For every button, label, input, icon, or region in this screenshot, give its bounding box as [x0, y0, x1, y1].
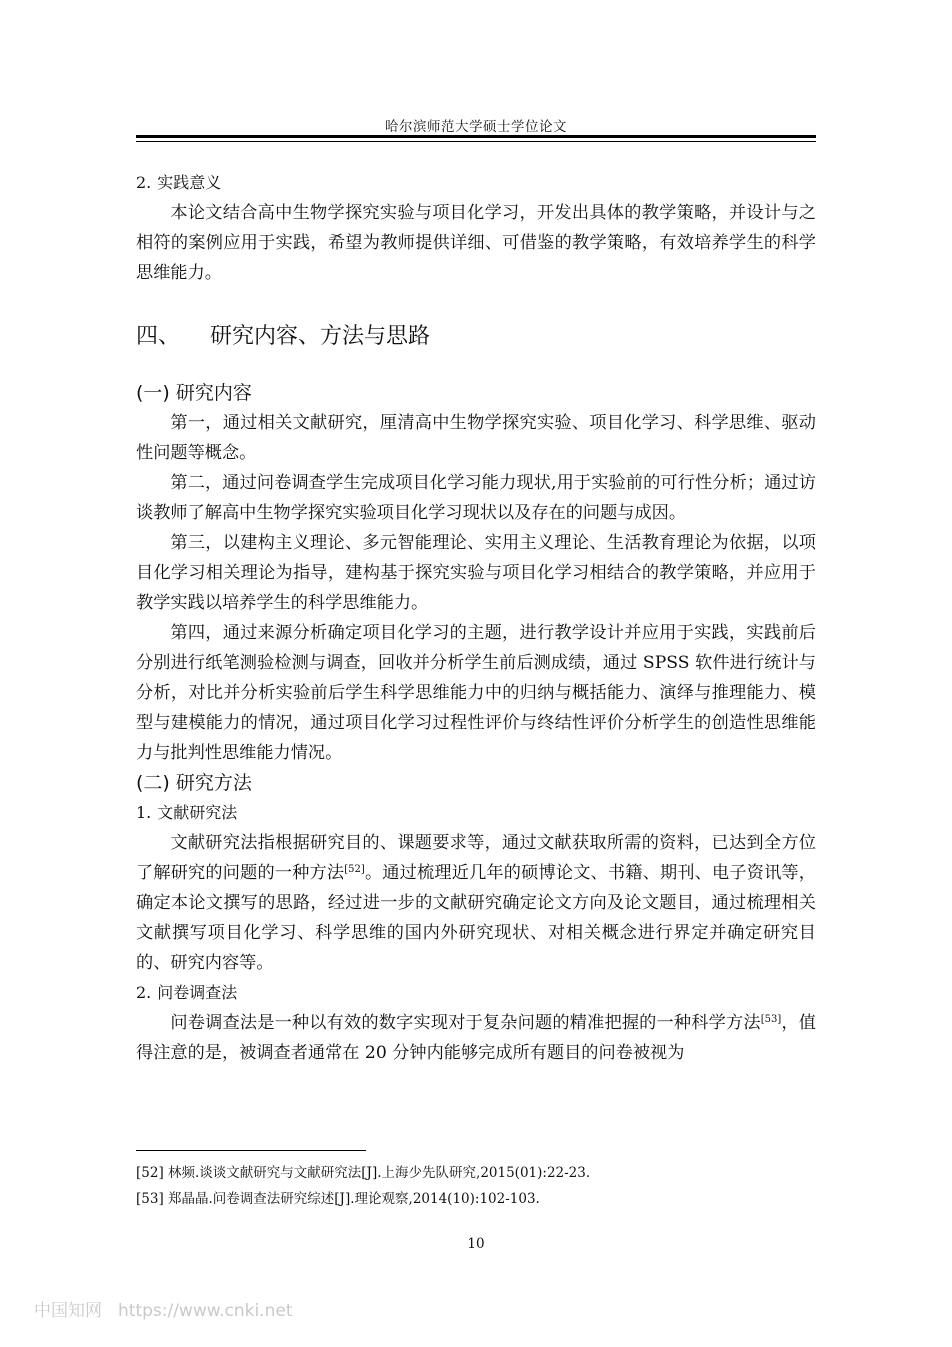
section-heading-methods: (二) 研究方法 — [136, 772, 252, 794]
paragraph: 第三，以建构主义理论、多元智能理论、实用主义理论、生活教育理论为依据，以项目化学习相关理论为指导，建构基于探究实验与项目化学习相结合的教学策略，并应用于教学实践以培养学生的科学思维能力。 — [136, 533, 816, 613]
subheading-number: 2. — [136, 983, 152, 1002]
paragraph: 第一，通过相关文献研究，厘清高中生物学探究实验、项目化学习、科学思维、驱动性问题等概念。 — [136, 413, 816, 463]
footnote: [53] 郑晶晶.问卷调查法研究综述[J].理论观察,2014(10):102-103. — [136, 1191, 540, 1207]
paragraph: 第二，通过问卷调查学生完成项目化学习能力现状,用于实验前的可行性分析；通过访谈教师了解高中生物学探究实验项目化学习现状以及存在的问题与成因。 — [136, 473, 816, 523]
paragraph — [136, 828, 816, 978]
subheading-title: 问卷调查法 — [157, 983, 238, 1002]
paragraph-text: 文献研究法指根据研究目的、课题要求等，通过文献获取所需的资料，已达到全方位了解研究的问题的一种方法 — [136, 833, 816, 883]
footnote-rule — [136, 1150, 366, 1151]
paragraph-text: 。通过梳理近几年的硕博论文、书籍、期刊、电子资讯等，确定本论文撰写的思路，经过进一步的文献研究确定论文方向及论文题目，通过梳理相关文献撰写项目化学习、科学思维的国内外研究现状、对相关概念进行界定并确定研究目的、研究内容等。 — [136, 863, 816, 973]
page-number: 10 — [467, 1236, 485, 1252]
watermark — [34, 1296, 292, 1321]
footnote: [52] 林频.谈谈文献研究与文献研究法[J].上海少先队研究,2015(01):22-23. — [136, 1165, 591, 1181]
running-head: 哈尔滨师范大学硕士学位论文 — [385, 119, 567, 135]
paragraph: 第四，通过来源分析确定项目化学习的主题，进行教学设计并应用于实践，实践前后分别进行纸笔测验检测与调查，回收并分析学生前后测成绩，通过 SPSS 软件进行统计与分析，对比并分析实验前后学生科学思维能力中的归纳与概括能力、演绎与推理能力、模型与建模能力的情况，通过项目化学习过程性评价与终结性评价分析学生的创造性思维能力与批判性思维能力情况。 — [136, 623, 816, 763]
chapter-heading — [136, 322, 816, 352]
subheading-title: 文献研究法 — [157, 803, 238, 822]
paragraph: 本论文结合高中生物学探究实验与项目化学习，开发出具体的教学策略，并设计与之相符的案例应用于实践，希望为教师提供详细、可借鉴的教学策略，有效培养学生的科学思维能力。 — [136, 203, 816, 283]
header-rule-thick — [136, 135, 816, 138]
citation-ref: [52] — [344, 864, 365, 875]
paragraph-text: ，值得注意的是，被调查者通常在 20 分钟内能够完成所有题目的问卷被视为 — [136, 1013, 816, 1063]
section-heading-content: (一) 研究内容 — [136, 382, 252, 404]
subheading-questionnaire — [136, 978, 816, 1008]
header-rule-thin — [136, 141, 816, 142]
paragraph-text: 问卷调查法是一种以有效的数字实现对于复杂问题的精准把握的一种科学方法 — [170, 1013, 761, 1033]
subheading-practical — [136, 168, 816, 198]
subheading-title: 实践意义 — [157, 173, 222, 192]
citation-ref: [53] — [760, 1014, 782, 1025]
watermark-brand: 中国知网 — [34, 1301, 102, 1321]
subheading-number: 2. — [136, 173, 152, 192]
chapter-number: 四、 — [136, 324, 181, 349]
chapter-title: 研究内容、方法与思路 — [210, 324, 431, 349]
paragraph — [136, 1008, 816, 1068]
subheading-number: 1. — [136, 803, 152, 822]
footnotes — [136, 1160, 816, 1212]
subheading-literature — [136, 798, 816, 828]
page-body — [136, 168, 816, 1068]
watermark-url: https://www.cnki.net — [118, 1301, 293, 1321]
